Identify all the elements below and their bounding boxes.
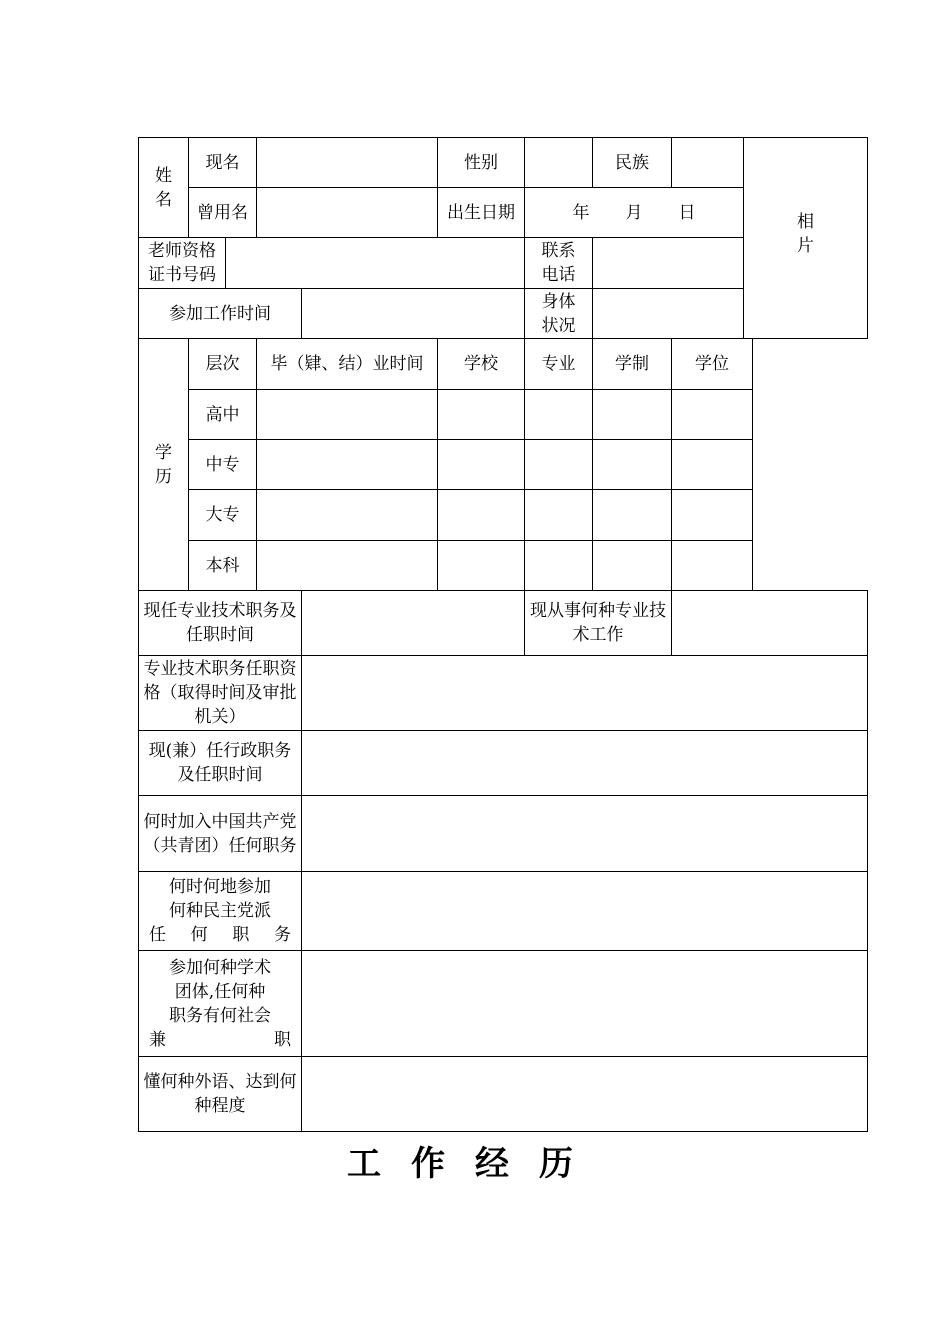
party-label: 何时加入中国共产党（共青团）任何职务 xyxy=(139,796,302,872)
edu-header-level: 层次 xyxy=(189,339,257,390)
academic-group-label xyxy=(139,951,302,1057)
edu-level-high-school: 高中 xyxy=(189,390,257,440)
admin-position-label: 现(兼）任行政职务及任职时间 xyxy=(139,731,302,796)
edu-cell[interactable] xyxy=(593,490,672,541)
current-tech-title-label: 现任专业技术职务及任职时间 xyxy=(139,591,302,656)
edu-cell[interactable] xyxy=(672,390,753,440)
edu-cell[interactable] xyxy=(672,490,753,541)
edu-header-grad-time: 毕（肄、结）业时间 xyxy=(257,339,438,390)
dp-char: 任 xyxy=(149,925,166,945)
edu-level-junior-college: 大专 xyxy=(189,490,257,541)
ag-char: 职 xyxy=(274,1029,291,1050)
edu-cell[interactable] xyxy=(593,390,672,440)
teacher-cert-field[interactable] xyxy=(226,238,525,289)
edu-level-secondary-vocational: 中专 xyxy=(189,440,257,490)
work-start-label: 参加工作时间 xyxy=(139,289,302,339)
edu-cell[interactable] xyxy=(525,440,593,490)
edu-cell[interactable] xyxy=(438,390,525,440)
democratic-party-field[interactable] xyxy=(302,872,868,951)
edu-cell[interactable] xyxy=(525,541,593,591)
ethnicity-label: 民族 xyxy=(593,138,672,188)
academic-group-line4 xyxy=(143,1028,297,1052)
edu-cell[interactable] xyxy=(257,490,438,541)
contact-phone-label: 联系 电话 xyxy=(525,238,593,289)
democratic-party-label xyxy=(139,872,302,951)
dp-char: 何 xyxy=(190,925,208,945)
former-name-label: 曾用名 xyxy=(189,188,257,238)
democratic-party-line2: 何种民主党派 xyxy=(169,901,271,921)
edu-cell[interactable] xyxy=(525,390,593,440)
day-label: 日 xyxy=(678,202,696,223)
edu-cell[interactable] xyxy=(672,541,753,591)
edu-header-degree-a: 学位 xyxy=(672,339,753,390)
edu-header-major: 专业 xyxy=(525,339,593,390)
ethnicity-field[interactable] xyxy=(672,138,744,188)
academic-group-line3: 职务有何社会 xyxy=(169,1005,271,1026)
section-title: 工作经历 xyxy=(347,1144,603,1184)
edu-cell[interactable] xyxy=(593,440,672,490)
personnel-form-table xyxy=(138,137,868,1132)
edu-header-duration: 学制 xyxy=(593,339,672,390)
dp-char: 务 xyxy=(273,925,291,945)
photo-box[interactable]: 相 片 xyxy=(744,138,868,339)
party-field[interactable] xyxy=(302,796,868,872)
edu-cell[interactable] xyxy=(438,440,525,490)
health-field[interactable] xyxy=(593,289,744,339)
academic-group-line1: 参加何种学术 xyxy=(169,957,271,978)
edu-level-bachelor: 本科 xyxy=(189,541,257,591)
dp-char: 职 xyxy=(232,925,250,945)
current-tech-work-field[interactable] xyxy=(672,591,868,656)
work-start-field[interactable] xyxy=(302,289,525,339)
democratic-party-line1: 何时何地参加 xyxy=(169,877,271,897)
gender-label: 性别 xyxy=(438,138,525,188)
current-name-field[interactable] xyxy=(257,138,438,188)
contact-phone-field[interactable] xyxy=(593,238,744,289)
former-name-field[interactable] xyxy=(257,188,438,238)
edu-cell[interactable] xyxy=(438,490,525,541)
tech-qualification-field[interactable] xyxy=(302,656,868,731)
current-tech-title-field[interactable] xyxy=(302,591,525,656)
democratic-party-line3 xyxy=(143,923,297,947)
education-label: 学 历 xyxy=(139,339,189,591)
edu-cell[interactable] xyxy=(438,541,525,591)
gender-field[interactable] xyxy=(525,138,593,188)
ag-char: 兼 xyxy=(149,1029,166,1050)
tech-qualification-label: 专业技术职务任职资格（取得时间及审批机关） xyxy=(139,656,302,731)
edu-header-school: 学校 xyxy=(438,339,525,390)
edu-cell[interactable] xyxy=(525,490,593,541)
edu-cell[interactable] xyxy=(257,541,438,591)
birth-date-label: 出生日期 xyxy=(438,188,525,238)
academic-group-line2: 团体,任何种 xyxy=(174,981,266,1002)
birth-date-field[interactable] xyxy=(525,188,744,238)
health-label: 身体 状况 xyxy=(525,289,593,339)
foreign-language-label: 懂何种外语、达到何种程度 xyxy=(139,1057,302,1132)
edu-cell[interactable] xyxy=(257,440,438,490)
current-tech-work-label: 现从事何种专业技术工作 xyxy=(525,591,672,656)
edu-cell[interactable] xyxy=(672,440,753,490)
edu-cell[interactable] xyxy=(593,541,672,591)
edu-cell[interactable] xyxy=(257,390,438,440)
month-label: 月 xyxy=(625,202,643,223)
admin-position-field[interactable] xyxy=(302,731,868,796)
current-name-label: 现名 xyxy=(189,138,257,188)
name-label: 姓 名 xyxy=(139,138,189,238)
year-label: 年 xyxy=(572,202,590,223)
teacher-cert-label: 老师资格 证书号码 xyxy=(139,238,226,289)
academic-group-field[interactable] xyxy=(302,951,868,1057)
foreign-language-field[interactable] xyxy=(302,1057,868,1132)
